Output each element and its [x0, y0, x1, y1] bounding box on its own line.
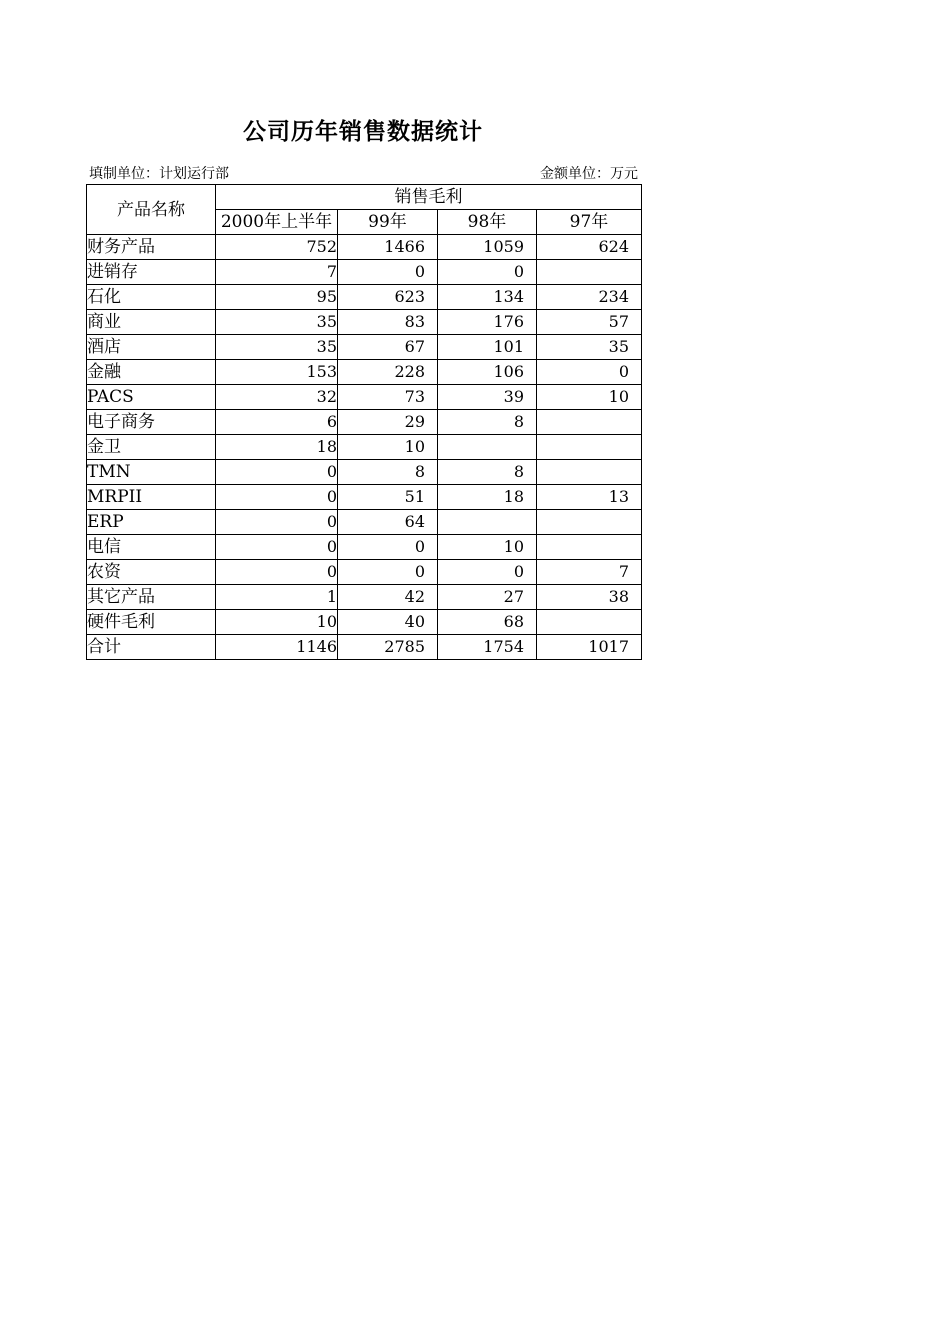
- value-cell: 38: [537, 585, 642, 610]
- value-cell: [537, 260, 642, 285]
- value-cell: 623: [338, 285, 438, 310]
- value-cell: [537, 435, 642, 460]
- value-cell: [537, 410, 642, 435]
- table-row: [87, 510, 642, 535]
- value-cell: [537, 535, 642, 560]
- value-cell: 1754: [438, 635, 537, 660]
- year-header: 97年: [537, 210, 642, 235]
- gross-profit-header: 销售毛利: [216, 185, 642, 210]
- filing-unit-label: 填制单位：计划运行部: [89, 166, 229, 182]
- value-cell: 8: [438, 460, 537, 485]
- value-cell: 10: [438, 535, 537, 560]
- year-header: 98年: [438, 210, 537, 235]
- table-row: [87, 385, 642, 410]
- value-cell: 752: [216, 235, 338, 260]
- product-name-cell: ERP: [87, 510, 216, 535]
- table-row: [87, 535, 642, 560]
- value-cell: 0: [216, 560, 338, 585]
- value-cell: 18: [438, 485, 537, 510]
- value-cell: 35: [537, 335, 642, 360]
- value-cell: 624: [537, 235, 642, 260]
- table-row: [87, 460, 642, 485]
- table-row: [87, 485, 642, 510]
- product-name-cell: TMN: [87, 460, 216, 485]
- value-cell: 0: [216, 460, 338, 485]
- table-row: [87, 260, 642, 285]
- year-header: 99年: [338, 210, 438, 235]
- value-cell: 40: [338, 610, 438, 635]
- amount-unit-label: 金额单位：万元: [540, 166, 638, 182]
- value-cell: 0: [438, 260, 537, 285]
- table-row: [87, 285, 642, 310]
- value-cell: 95: [216, 285, 338, 310]
- product-name-header: 产品名称: [87, 185, 216, 235]
- value-cell: 8: [338, 460, 438, 485]
- value-cell: 35: [216, 310, 338, 335]
- value-cell: 64: [338, 510, 438, 535]
- value-cell: 228: [338, 360, 438, 385]
- value-cell: 7: [216, 260, 338, 285]
- value-cell: 0: [216, 535, 338, 560]
- value-cell: 39: [438, 385, 537, 410]
- product-name-cell: MRPII: [87, 485, 216, 510]
- sales-table: [86, 184, 642, 660]
- value-cell: 1146: [216, 635, 338, 660]
- value-cell: 32: [216, 385, 338, 410]
- table-row: [87, 435, 642, 460]
- product-name-cell: 石化: [87, 285, 216, 310]
- table-body: [87, 235, 642, 660]
- value-cell: 176: [438, 310, 537, 335]
- value-cell: 0: [338, 260, 438, 285]
- value-cell: 0: [338, 535, 438, 560]
- value-cell: 1017: [537, 635, 642, 660]
- value-cell: 29: [338, 410, 438, 435]
- value-cell: 42: [338, 585, 438, 610]
- table-row: [87, 585, 642, 610]
- table-row: [87, 335, 642, 360]
- value-cell: [438, 435, 537, 460]
- product-name-cell: 电子商务: [87, 410, 216, 435]
- product-name-cell: 商业: [87, 310, 216, 335]
- table-row: [87, 410, 642, 435]
- value-cell: 1466: [338, 235, 438, 260]
- value-cell: 10: [537, 385, 642, 410]
- value-cell: 101: [438, 335, 537, 360]
- product-name-cell: 金融: [87, 360, 216, 385]
- value-cell: 234: [537, 285, 642, 310]
- product-name-cell: 金卫: [87, 435, 216, 460]
- product-name-cell: 电信: [87, 535, 216, 560]
- table-row: [87, 235, 642, 260]
- product-name-cell: PACS: [87, 385, 216, 410]
- header-row-group: [87, 185, 642, 210]
- value-cell: 10: [216, 610, 338, 635]
- value-cell: 7: [537, 560, 642, 585]
- value-cell: [537, 460, 642, 485]
- product-name-cell: 农资: [87, 560, 216, 585]
- page-title: 公司历年销售数据统计: [243, 119, 483, 145]
- table-row: [87, 310, 642, 335]
- value-cell: 2785: [338, 635, 438, 660]
- product-name-cell: 酒店: [87, 335, 216, 360]
- value-cell: 1059: [438, 235, 537, 260]
- value-cell: 0: [438, 560, 537, 585]
- value-cell: 106: [438, 360, 537, 385]
- value-cell: 6: [216, 410, 338, 435]
- product-name-cell: 硬件毛利: [87, 610, 216, 635]
- value-cell: 18: [216, 435, 338, 460]
- table-row: [87, 360, 642, 385]
- value-cell: [537, 510, 642, 535]
- value-cell: 8: [438, 410, 537, 435]
- value-cell: 153: [216, 360, 338, 385]
- value-cell: 27: [438, 585, 537, 610]
- table-row: [87, 610, 642, 635]
- value-cell: 0: [216, 510, 338, 535]
- value-cell: 73: [338, 385, 438, 410]
- value-cell: 57: [537, 310, 642, 335]
- value-cell: 134: [438, 285, 537, 310]
- value-cell: [438, 510, 537, 535]
- value-cell: 51: [338, 485, 438, 510]
- value-cell: 1: [216, 585, 338, 610]
- year-header: 2000年上半年: [216, 210, 338, 235]
- value-cell: 35: [216, 335, 338, 360]
- value-cell: [537, 610, 642, 635]
- value-cell: 0: [338, 560, 438, 585]
- value-cell: 67: [338, 335, 438, 360]
- product-name-cell: 其它产品: [87, 585, 216, 610]
- value-cell: 13: [537, 485, 642, 510]
- table-row: [87, 560, 642, 585]
- table-row: [87, 635, 642, 660]
- value-cell: 0: [216, 485, 338, 510]
- value-cell: 0: [537, 360, 642, 385]
- value-cell: 83: [338, 310, 438, 335]
- value-cell: 68: [438, 610, 537, 635]
- product-name-cell: 合计: [87, 635, 216, 660]
- product-name-cell: 进销存: [87, 260, 216, 285]
- value-cell: 10: [338, 435, 438, 460]
- product-name-cell: 财务产品: [87, 235, 216, 260]
